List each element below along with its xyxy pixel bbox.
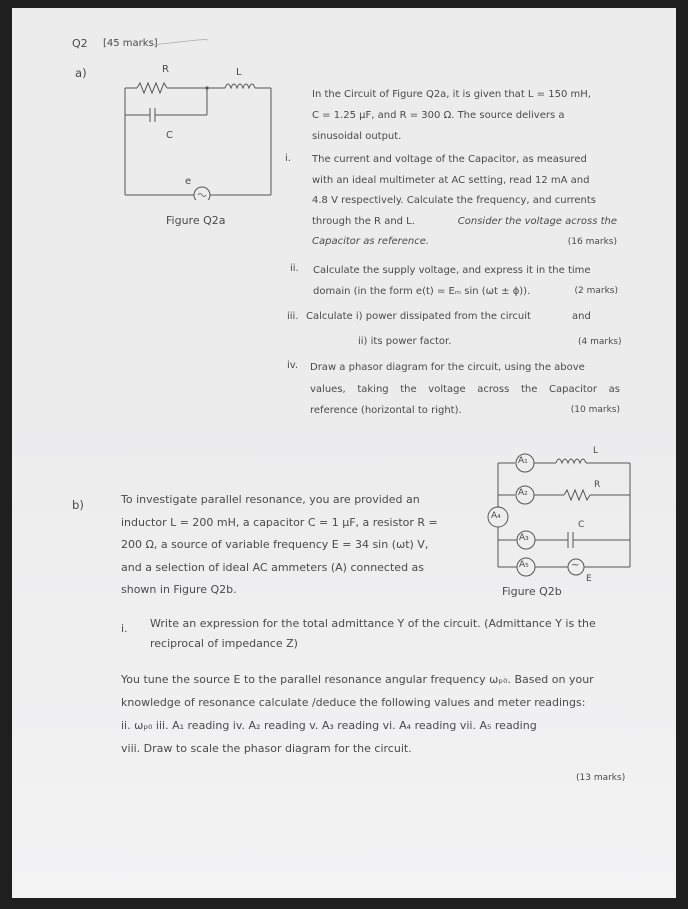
a-q1-text (312, 150, 617, 253)
fig-b-r-label: R (594, 480, 601, 490)
a-q2-marks: (2 marks) (574, 286, 618, 296)
q-line: Calculate the supply voltage, and express it in the time (313, 265, 591, 276)
fig-a-e-label: e (185, 176, 192, 187)
a-q3-and: and (572, 311, 591, 322)
figure-q2b-circuit (480, 445, 640, 595)
a-q1-marks: (16 marks) (567, 237, 617, 247)
part-b-label: b) (72, 498, 84, 512)
b-q1-text (150, 614, 596, 654)
figure-q2a-circuit (115, 70, 285, 200)
intro-line: sinusoidal output. (312, 131, 402, 142)
q-line: with an ideal multimeter at AC setting, read 12 mA and (312, 174, 590, 186)
a-q4-marks: (10 marks) (570, 405, 620, 415)
fig-b-l-label: L (593, 446, 599, 456)
a-q2-text (313, 260, 618, 302)
q-line-last (312, 232, 617, 253)
fig-a-l-label: L (236, 67, 242, 78)
total-marks: [45 marks] (103, 38, 158, 49)
tune-line: knowledge of resonance calculate /deduce the following values and meter readings: (121, 696, 586, 709)
header-scribble (150, 38, 210, 48)
intro-line: To investigate parallel resonance, you are provided an (121, 493, 420, 506)
part-a-label: a) (75, 66, 87, 80)
q-line: The current and voltage of the Capacitor, as measured (312, 154, 587, 165)
q-line (312, 212, 617, 233)
a-q3-line2: ii) its power factor. (358, 336, 452, 347)
ammeter-a4: A₄ (491, 511, 501, 521)
intro-line: shown in Figure Q2b. (121, 583, 237, 596)
a-q4-number: iv. (287, 360, 299, 371)
a-q3-marks: (4 marks) (578, 337, 622, 347)
q-line: Write an expression for the total admittance Y of the circuit. (Admittance Y is the (150, 617, 596, 630)
fig-b-c-label: C (578, 520, 585, 530)
intro-line: inductor L = 200 mH, a capacitor C = 1 μF, a resistor R = (121, 515, 438, 529)
tune-line: viii. Draw to scale the phasor diagram for the circuit. (121, 742, 412, 755)
a-q4-text (310, 357, 620, 422)
intro-line: 200 Ω, a source of variable frequency E = 34 sin (ωt) V, (121, 538, 429, 551)
question-number: Q2 (72, 37, 88, 50)
tune-line: ii. ωₚ₀ iii. A₁ reading iv. A₂ reading v. A₃ reading vi. A₄ reading vii. A₅ reading (121, 719, 537, 732)
fig-a-r-label: R (162, 64, 169, 75)
a-q3-number: iii. (287, 311, 299, 322)
q-line-italic: Consider the voltage across the (457, 215, 617, 227)
q-line: 4.8 V respectively. Calculate the frequency, and currents (312, 195, 597, 206)
q-line-text: domain (in the form e(t) = Eₘ sin (ωt ± ϕ)). (313, 286, 531, 297)
intro-line: and a selection of ideal AC ammeters (A) connected as (121, 560, 425, 574)
part-a-intro (312, 84, 622, 147)
q-line (310, 400, 620, 422)
figure-q2a-caption: Figure Q2a (166, 214, 226, 227)
intro-line: C = 1.25 μF, and R = 300 Ω. The source delivers a (312, 110, 565, 121)
ammeter-a1: A₁ (518, 456, 528, 466)
part-b-marks: (13 marks) (576, 773, 626, 783)
q-line-italic: Capacitor as reference. (312, 236, 430, 247)
part-b-tune-text (121, 668, 601, 760)
q-line-text: through the R and L. (312, 215, 415, 227)
q-line-text: reference (horizontal to right). (310, 405, 462, 416)
part-b-intro (121, 489, 438, 602)
a-q3-line1: Calculate i) power dissipated from the circuit (306, 311, 531, 322)
intro-line: In the Circuit of Figure Q2a, it is given that L = 150 mH, (312, 89, 591, 100)
q-line (313, 281, 618, 302)
q-line: values, taking the voltage across the Capacitor as (310, 383, 620, 395)
fig-b-source-symbol: ~ (571, 560, 580, 571)
ammeter-a2: A₂ (518, 488, 528, 498)
q-line: Draw a phasor diagram for the circuit, using the above (310, 362, 585, 373)
a-q2-number: ii. (290, 263, 299, 274)
figure-q2b-caption: Figure Q2b (502, 585, 562, 598)
a-q1-number: i. (285, 153, 291, 164)
ammeter-a3: A₃ (519, 533, 529, 543)
b-q1-number: i. (121, 622, 128, 635)
tune-line: You tune the source E to the parallel resonance angular frequency ωₚ₀. Based on your (121, 673, 594, 686)
fig-b-e-label: E (586, 574, 592, 584)
ammeter-a5: A₅ (519, 560, 529, 570)
fig-a-c-label: C (166, 130, 173, 141)
q-line: reciprocal of impedance Z) (150, 637, 298, 650)
